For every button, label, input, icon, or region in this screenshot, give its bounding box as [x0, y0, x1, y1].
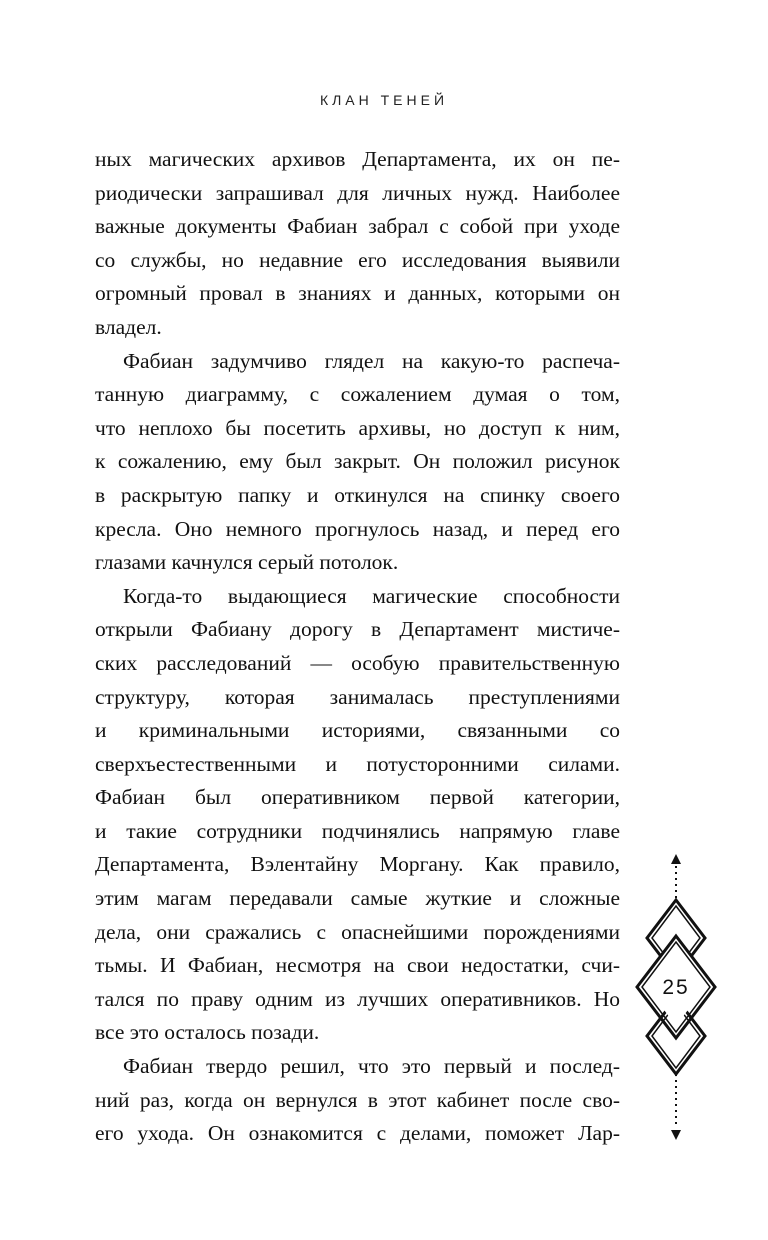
text-line: и криминальными историями, связанными со	[95, 718, 620, 743]
text-line: глазами качнулся серый потолок.	[95, 550, 399, 575]
text-line: в раскрытую папку и откинулся на спинку своего	[95, 482, 620, 507]
text-line: что неплохо бы посетить архивы, но доступ к ним,	[95, 415, 620, 440]
body-text	[95, 143, 620, 1151]
text-line: ных магических архивов Департамента, их он пе-	[95, 147, 620, 171]
text-line: танную диаграмму, с сожалением думая о том,	[95, 382, 620, 407]
text-line: Фабиан задумчиво глядел на какую-то распеча-	[123, 348, 620, 373]
text-line: сверхъестественными и потусторонними силами.	[95, 751, 620, 776]
text-line: огромный провал в знаниях и данных, которыми он	[95, 281, 620, 306]
text-line: важные документы Фабиан забрал с собой при уходе	[95, 214, 620, 239]
text-line: ских расследований — особую правительственную	[95, 650, 620, 675]
text-line: к сожалению, ему был закрыт. Он положил рисунок	[95, 449, 620, 474]
text-line: Департамента, Вэлентайну Моргану. Как правило,	[95, 852, 620, 877]
text-line: его ухода. Он ознакомится с делами, поможет Лар-	[95, 1121, 620, 1146]
text-line: риодически запрашивал для личных нужд. Наиболее	[95, 180, 620, 205]
text-line: Фабиан был оперативником первой категории,	[95, 785, 620, 810]
text-line: тался по праву одним из лучших оперативников. Но	[95, 986, 620, 1011]
text-line: ний раз, когда он вернулся в этот кабинет после сво-	[95, 1087, 620, 1112]
text-line: структуру, которая занималась преступлениями	[95, 684, 620, 709]
text-line: все это осталось позади.	[95, 1020, 320, 1045]
text-line: открыли Фабиану дорогу в Департамент мистиче-	[95, 617, 620, 642]
arrow-down-icon	[671, 1130, 681, 1140]
text-line: этим магам передавали самые жуткие и сложные	[95, 886, 620, 911]
text-line: кресла. Оно немного прогнулось назад, и перед его	[95, 516, 620, 541]
text-line: владел.	[95, 314, 162, 339]
text-line: тьмы. И Фабиан, несмотря на свои недостатки, счи-	[95, 953, 620, 978]
running-head: КЛАН ТЕНЕЙ	[319, 92, 449, 108]
text-line: Фабиан твердо решил, что это первый и послед-	[123, 1054, 620, 1079]
arrow-up-icon	[671, 854, 681, 864]
text-line: со службы, но недавние его исследования выявили	[95, 247, 620, 272]
text-line: дела, они сражались с опаснейшими порождениями	[95, 919, 620, 944]
text-line: Когда-то выдающиеся магические способности	[123, 583, 620, 608]
page-number: 25	[662, 976, 690, 999]
text-line: и такие сотрудники подчинялись напрямую главе	[95, 818, 620, 843]
